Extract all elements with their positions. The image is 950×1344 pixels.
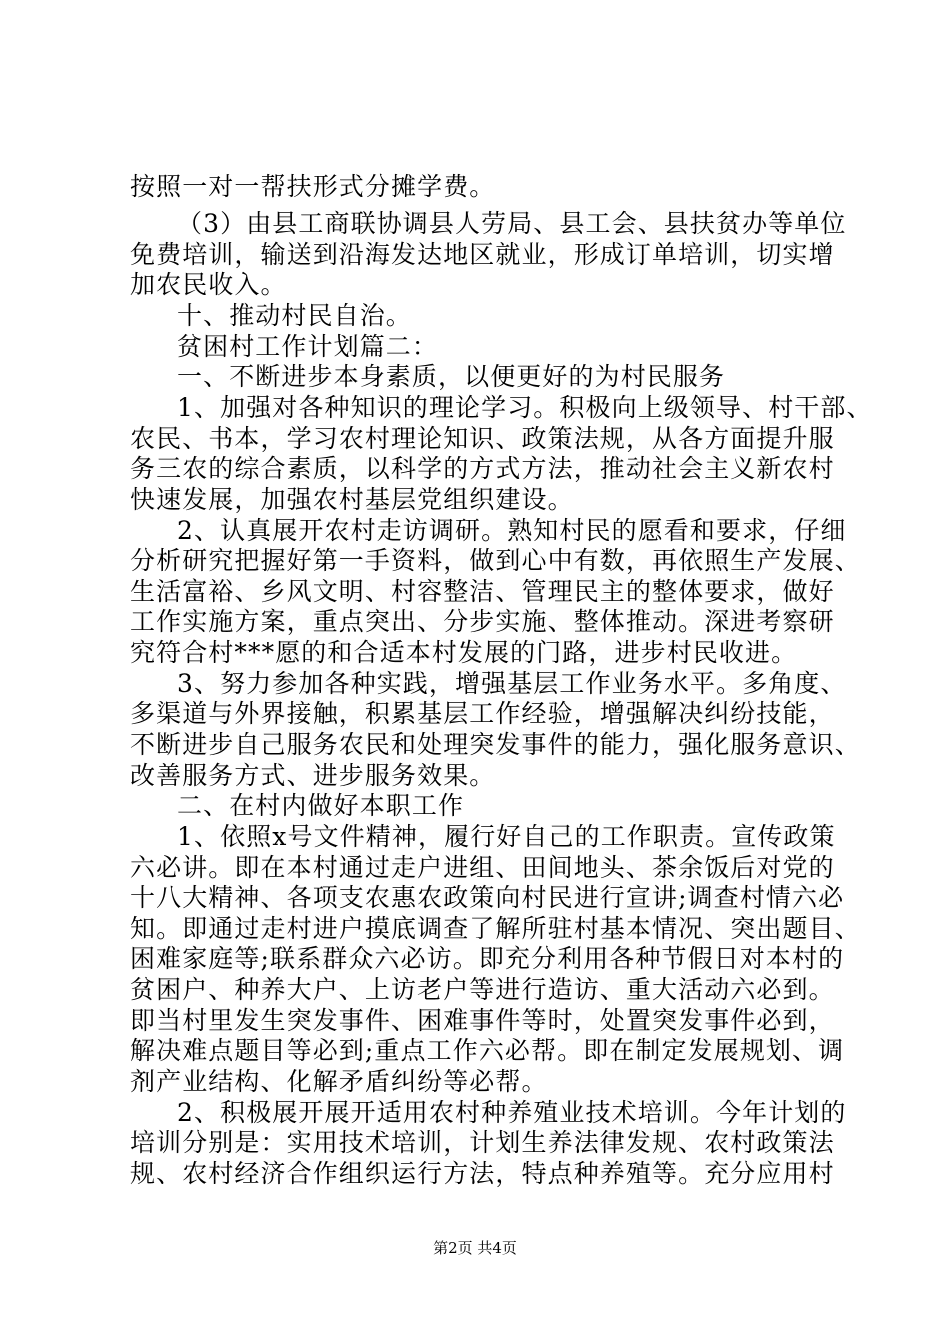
- text-line: 工作实施方案，重点突出、分步实施、整体推动。深进考察研: [130, 607, 835, 636]
- text-line: 1、加强对各种知识的理论学习。积极向上级领导、村干部、: [177, 393, 873, 422]
- text-line: 困难家庭等;联系群众六必访。即充分利用各种节假日对本村的: [130, 944, 845, 973]
- text-line: 分析研究把握好第一手资料，做到心中有数，再依照生产发展、: [130, 546, 861, 575]
- text-line: 快速发展，加强农村基层党组织建设。: [130, 485, 574, 514]
- text-line: 多渠道与外界接触，积累基层工作经验，增强解决纠纷技能，: [130, 699, 835, 728]
- text-line: 加农民收入。: [130, 270, 287, 299]
- text-line: 改善服务方式、进步服务效果。: [130, 761, 496, 790]
- text-line: 2、积极展开展开适用农村种养殖业技术培训。今年计划的: [177, 1098, 847, 1127]
- page-number: 第2页 共4页: [433, 1239, 517, 1257]
- text-line: 究符合村***愿的和合适本村发展的门路，进步村民收进。: [130, 638, 798, 667]
- text-line: 剂产业结构、化解矛盾纠纷等必帮。: [130, 1067, 548, 1096]
- text-line: 农民、书本，学习农村理论知识、政策法规，从各方面提升服: [130, 424, 835, 453]
- text-line: 2、认真展开农村走访调研。熟知村民的愿看和要求，仔细: [177, 516, 847, 545]
- text-line: 规、农村经济合作组织运行方法，特点种养殖等。充分应用村: [130, 1159, 835, 1188]
- text-line: 二、在村内做好本职工作: [177, 791, 465, 820]
- text-line: 1、依照x号文件精神，履行好自己的工作职责。宣传政策: [177, 822, 836, 851]
- text-line: 生活富裕、乡风文明、村容整洁、管理民主的整体要求，做好: [130, 577, 835, 606]
- text-line: 十八大精神、各项支农惠农政策向村民进行宣讲;调查村情六必: [130, 883, 845, 912]
- text-line: 3、努力参加各种实践，增强基层工作业务水平。多角度、: [177, 669, 847, 698]
- text-line: 十、推动村民自治。: [177, 301, 412, 330]
- text-line: 务三农的综合素质，以科学的方式方法，推动社会主义新农村: [130, 454, 835, 483]
- text-line: 贫困户、种养大户、上访老户等进行造访、重大活动六必到。: [130, 975, 835, 1004]
- text-line: 不断进步自己服务农民和处理突发事件的能力，强化服务意识、: [130, 730, 861, 759]
- text-line: 一、不断进步本身素质，以便更好的为村民服务: [177, 362, 726, 391]
- text-line: 免费培训，输送到沿海发达地区就业，形成订单培训，切实增: [130, 240, 835, 269]
- text-line: 培训分别是：实用技术培训，计划生养法律发规、农村政策法: [130, 1128, 835, 1157]
- text-line: 即当村里发生突发事件、困难事件等时，处置突发事件必到，: [130, 1006, 835, 1035]
- text-line: （3）由县工商联协调县人劳局、县工会、县扶贫办等单位: [177, 209, 847, 238]
- text-line: 知。即通过走村进户摸底调查了解所驻村基本情况、突出题目、: [130, 914, 861, 943]
- text-line: 按照一对一帮扶形式分摊学费。: [130, 172, 496, 201]
- text-line: 解决难点题目等必到;重点工作六必帮。即在制定发展规划、调: [130, 1036, 845, 1065]
- text-line: 六必讲。即在本村通过走户进组、田间地头、茶余饭后对党的: [130, 853, 835, 882]
- text-line: 贫困村工作计划篇二：: [177, 332, 439, 361]
